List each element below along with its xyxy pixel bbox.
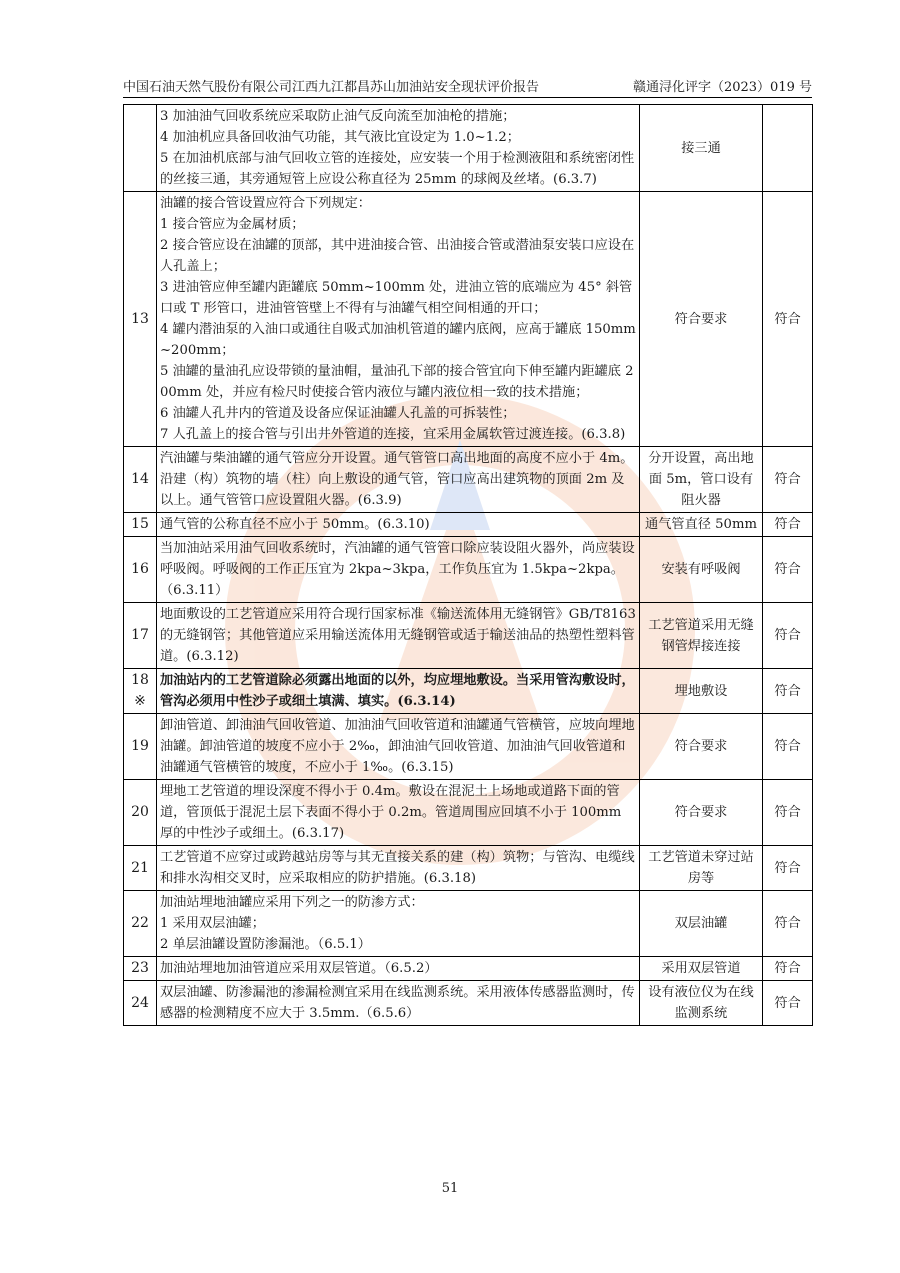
check-result: 符合	[763, 846, 813, 891]
requirement-text	[157, 447, 640, 513]
requirement-line: 双层油罐、防渗漏池的渗漏检测宜采用在线监测系统。采用液体传感器监测时，传感器的检测精度不应大于 3.5mm.（6.5.6）	[160, 985, 635, 1021]
requirement-text	[157, 780, 640, 846]
requirement-line: 加油站埋地加油管道应采用双层管道。（6.5.2）	[160, 961, 438, 976]
check-result: 符合	[763, 603, 813, 669]
table-row	[124, 447, 813, 513]
table-row	[124, 603, 813, 669]
requirement-text	[157, 981, 640, 1026]
requirement-line: 1 采用双层油罐；	[160, 916, 265, 931]
requirement-line: 4 加油机应具备回收油气功能，其气液比宜设定为 1.0~1.2；	[160, 130, 520, 145]
item-number: 23	[124, 957, 157, 981]
requirement-text	[157, 957, 640, 981]
requirement-line: 埋地工艺管道的埋设深度不得小于 0.4m。敷设在混泥土上场地或道路下面的管道，管顶低于混泥土层下表面不得小于 0.2m。管道周围应回填不小于 100mm 厚的中性沙子或细土。(6.3.17)	[160, 784, 622, 841]
table-row	[124, 981, 813, 1026]
table-row	[124, 669, 813, 714]
requirement-line: 汽油罐与柴油罐的通气管应分开设置。通气管管口高出地面的高度不应小于 4m。沿建（构）筑物的墙（柱）向上敷设的通气管，管口应高出建筑物的顶面 2m 及以上。通气管管口应设置阻火器。(6.3.9)	[160, 451, 634, 508]
requirement-line: 3 加油油气回收系统应采取防止油气反向流至加油枪的措施；	[160, 109, 516, 124]
check-result: 符合	[763, 669, 813, 714]
requirement-line: 2 接合管应设在油罐的顶部，其中进油接合管、出油接合管或潜油泵安装口应设在人孔盖上；	[160, 238, 635, 274]
requirement-text	[157, 846, 640, 891]
check-result: 符合	[763, 891, 813, 957]
requirement-line: 5 油罐的量油孔应设带锁的量油帽，量油孔下部的接合管宜向下伸至罐内距罐底 200mm 处，并应有检尺时使接合管内液位与罐内液位相一致的技术措施；	[160, 364, 634, 400]
actual-condition: 分开设置，高出地面 5m，管口设有阻火器	[640, 447, 763, 513]
actual-condition: 符合要求	[640, 714, 763, 780]
table-row	[124, 513, 813, 537]
requirement-line: 3 进油管应伸至罐内距罐底 50mm~100mm 处，进油立管的底端应为 45° 斜管口或 T 形管口，进油管管壁上不得有与油罐气相空间相通的开口；	[160, 280, 633, 316]
requirement-line: 通气管的公称直径不应小于 50mm。(6.3.10)	[160, 517, 430, 532]
actual-condition: 接三通	[640, 105, 763, 192]
item-number: 18※	[124, 669, 157, 714]
requirement-line: 7 人孔盖上的接合管与引出井外管道的连接，宜采用金属软管过渡连接。(6.3.8)	[160, 427, 626, 442]
requirement-line: 卸油管道、卸油油气回收管道、加油油气回收管道和油罐通气管横管，应坡向埋地油罐。卸油管道的坡度不应小于 2‰，卸油油气回收管道、加油油气回收管道和油罐通气管横管的坡度，不应小于 1‰。(6.3.15)	[160, 718, 635, 775]
requirement-line: 5 在加油机底部与油气回收立管的连接处，应安装一个用于检测液阻和系统密闭性的丝接三通，其旁通短管上应设公称直径为 25mm 的球阀及丝堵。(6.3.7)	[160, 151, 635, 187]
requirement-text	[157, 714, 640, 780]
check-result: 符合	[763, 981, 813, 1026]
check-result	[763, 105, 813, 192]
requirement-text	[157, 603, 640, 669]
check-result: 符合	[763, 780, 813, 846]
check-result: 符合	[763, 192, 813, 447]
actual-condition: 安装有呼吸阀	[640, 537, 763, 603]
requirement-line: 加油站埋地油罐应采用下列之一的防渗方式：	[160, 895, 424, 910]
item-number: 13	[124, 192, 157, 447]
actual-condition: 符合要求	[640, 780, 763, 846]
requirement-line: 6 油罐人孔井内的管道及设备应保证油罐人孔盖的可拆装性；	[160, 406, 516, 421]
item-number: 22	[124, 891, 157, 957]
item-number: 21	[124, 846, 157, 891]
requirement-text	[157, 891, 640, 957]
table-row	[124, 714, 813, 780]
item-number: 24	[124, 981, 157, 1026]
table-row	[124, 105, 813, 192]
table-row	[124, 846, 813, 891]
table-row	[124, 957, 813, 981]
item-number: 17	[124, 603, 157, 669]
item-number: 20	[124, 780, 157, 846]
requirement-text	[157, 192, 640, 447]
requirement-line: 2 单层油罐设置防渗漏池。（6.5.1）	[160, 937, 371, 952]
item-number: 14	[124, 447, 157, 513]
table-row	[124, 537, 813, 603]
item-number: 16	[124, 537, 157, 603]
actual-condition: 工艺管道采用无缝钢管焊接连接	[640, 603, 763, 669]
table-row	[124, 891, 813, 957]
requirement-line: 4 罐内潜油泵的入油口或通往自吸式加油机管道的罐内底阀，应高于罐底 150mm~200mm；	[160, 322, 636, 358]
requirement-line: 加油站内的工艺管道除必须露出地面的以外，均应埋地敷设。当采用管沟敷设时，管沟必须用中性沙子或细土填满、填实。(6.3.14)	[160, 673, 635, 709]
requirement-line: 当加油站采用油气回收系统时，汽油罐的通气管管口除应装设阻火器外，尚应装设呼吸阀。呼吸阀的工作正压宜为 2kpa~3kpa，工作负压宜为 1.5kpa~2kpa。（6.3.11）	[160, 541, 635, 598]
actual-condition: 双层油罐	[640, 891, 763, 957]
requirement-text	[157, 537, 640, 603]
item-number: 19	[124, 714, 157, 780]
actual-condition: 设有液位仪为在线监测系统	[640, 981, 763, 1026]
requirement-text	[157, 669, 640, 714]
actual-condition: 符合要求	[640, 192, 763, 447]
check-result: 符合	[763, 447, 813, 513]
safety-checklist-table	[123, 104, 813, 1026]
actual-condition: 工艺管道未穿过站房等	[640, 846, 763, 891]
page-number: 51	[441, 1181, 459, 1196]
requirement-text	[157, 105, 640, 192]
actual-condition: 采用双层管道	[640, 957, 763, 981]
item-number: 15	[124, 513, 157, 537]
header-report-number: 赣通浔化评字（2023）019 号	[632, 80, 812, 95]
check-result: 符合	[763, 714, 813, 780]
requirement-line: 地面敷设的工艺管道应采用符合现行国家标准《输送流体用无缝钢管》GB/T8163 的无缝钢管；其他管道应采用输送流体用无缝钢管或适于输送油品的热塑性塑料管道。(6.3.12)	[160, 607, 636, 664]
requirement-line: 1 接合管应为金属材质；	[160, 217, 305, 232]
requirement-line: 油罐的接合管设置应符合下列规定：	[160, 196, 371, 211]
check-result: 符合	[763, 513, 813, 537]
requirement-line: 工艺管道不应穿过或跨越站房等与其无直接关系的建（构）筑物；与管沟、电缆线和排水沟相交叉时，应采取相应的防护措施。(6.3.18)	[160, 850, 635, 886]
check-result: 符合	[763, 957, 813, 981]
table-row	[124, 780, 813, 846]
check-result: 符合	[763, 537, 813, 603]
requirement-text	[157, 513, 640, 537]
actual-condition: 通气管直径 50mm	[640, 513, 763, 537]
page-header	[123, 76, 812, 98]
actual-condition: 埋地敷设	[640, 669, 763, 714]
table-row	[124, 192, 813, 447]
item-number	[124, 105, 157, 192]
header-report-title: 中国石油天然气股份有限公司江西九江都昌苏山加油站安全现状评价报告	[123, 80, 540, 95]
